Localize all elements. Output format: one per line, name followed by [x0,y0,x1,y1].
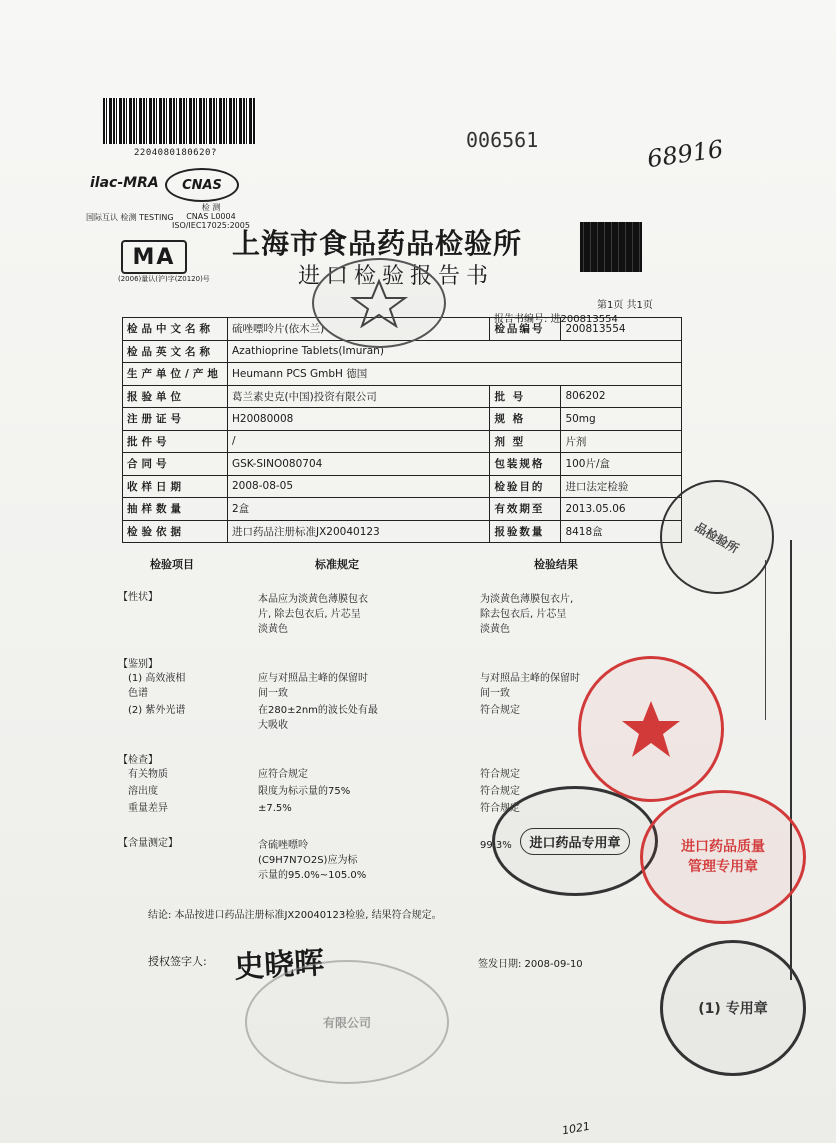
info-value: 2008-08-05 [228,475,490,498]
result-standard: 含硫唑嘌呤 (C9H7N7O2S)应为标 示量的95.0%~105.0% [258,840,367,881]
info-value: Heumann PCS GmbH 德国 [228,363,682,386]
results-header-result: 检验结果 [534,558,578,571]
info-value-2: 2013.05.06 [561,498,682,521]
info-row [123,475,682,498]
info-value: GSK-SINO080704 [228,453,490,476]
cnas-code: CNAS L0004 [186,212,236,221]
info-value-2: 50mg [561,408,682,431]
info-label: 报验单位 [123,385,228,408]
seal-right-text: 品检验所 [692,519,742,556]
info-label: 检品中文名称 [123,318,228,341]
red-quality-seal [578,656,724,802]
info-value-2: 进口法定检验 [561,475,682,498]
info-label-2: 批 号 [490,385,561,408]
institute-seal-right [660,480,774,594]
info-value-2: 200813554 [561,318,682,341]
result-item: 重量差异 [128,803,168,814]
institute-title: 上海市食品药品检验所 [232,227,523,260]
handwritten-signature: 史晓晖 [233,945,326,986]
barcode-graphic [103,98,256,144]
page-info: 第1页 共1页 [597,300,653,311]
cnas-sub-text: 检 测 [201,203,221,212]
info-value: H20080008 [228,408,490,431]
results-section-title: 【性状】 [118,592,158,603]
red-import-seal-text: 进口药品质量 管理专用章 [681,839,765,875]
info-value: 进口药品注册标准JX20040123 [228,520,490,543]
info-row [123,408,682,431]
result-standard: 限度为标示量的75% [258,786,351,797]
document-number: 006561 [466,128,539,152]
cnas-logo: CNAS [165,168,239,202]
info-value-2: 100片/盒 [561,453,682,476]
info-row [123,520,682,543]
info-label: 检品英文名称 [123,340,228,363]
info-value: 2盒 [228,498,490,521]
result-standard: ±7.5% [258,803,292,814]
gsk-seal [492,786,658,896]
results-section-title: 【检查】 [118,755,158,766]
gsk-seal-text: 进口药品专用章 [520,828,629,855]
info-label-2: 报验数量 [490,520,561,543]
info-value-2: 806202 [561,385,682,408]
scan-edge-line-2 [765,560,766,720]
info-label: 注册证号 [123,408,228,431]
scan-edge-line [790,540,792,980]
info-label: 生产单位/产地 [123,363,228,386]
result-standard: 在280±2nm的波长处有最 大吸收 [258,705,378,731]
report-number: 报告书编号: 进200813554 [494,314,618,325]
conclusion: 结论: 本品按进口药品注册标准JX20040123检验, 结果符合规定。 [148,910,442,921]
handwritten-number: 68916 [645,134,725,174]
info-label-2: 检验目的 [490,475,561,498]
cnas-standard: ISO/IEC17025:2005 [172,221,250,230]
report-title: 进口检验报告书 [298,264,495,289]
info-label: 收样日期 [123,475,228,498]
signer-label: 授权签字人: [148,955,207,968]
handwritten-footer-number: 1021 [561,1119,591,1138]
info-value: Azathioprine Tablets(Imuran) [228,340,682,363]
info-value: / [228,430,490,453]
result-item: 溶出度 [128,786,158,797]
result-standard: 应符合规定 [258,769,308,780]
info-row [123,385,682,408]
info-label-2: 剂 型 [490,430,561,453]
info-label: 检验依据 [123,520,228,543]
results-header-standard: 标准规定 [315,558,359,571]
institute-seal [312,258,446,348]
ma-subtitle: (2006)量认(沪)字(Z0120)号 [118,275,210,283]
info-row [123,430,682,453]
sign-date: 签发日期: 2008-09-10 [478,959,583,970]
result-value: 符合规定 [480,705,520,716]
info-label-2: 包装规格 [490,453,561,476]
grey-bottom-seal-text: (1) 专用章 [698,1001,768,1017]
info-label: 合同号 [123,453,228,476]
barcode-number: 2204080180620? [134,148,217,158]
results-header-item: 检验项目 [150,558,194,571]
info-row [123,498,682,521]
info-row [123,453,682,476]
result-value: 符合规定 [480,769,520,780]
redacted-block [580,222,642,272]
grey-faded-seal [245,960,449,1084]
result-item: (1) 高效液相 色谱 [128,673,186,699]
info-table-body [123,318,682,543]
info-value: 硫唑嘌呤片(依木兰) [228,318,490,341]
info-label-2: 规 格 [490,408,561,431]
ilac-subtitle: 国际互认 检测 TESTING [86,213,174,222]
result-item: 有关物质 [128,769,168,780]
info-label: 批件号 [123,430,228,453]
info-value-2: 片剂 [561,430,682,453]
info-table [122,317,682,543]
result-value: 99.3% [480,840,512,851]
red-import-seal [640,790,806,924]
result-value: 与对照品主峰的保留时 间一致 [480,673,580,699]
seal-star-icon [349,278,409,328]
grey-bottom-seal [660,940,806,1076]
results-section-title: 【含量测定】 [118,838,178,849]
result-value: 为淡黄色薄膜包衣片, 除去包衣后, 片芯呈 淡黄色 [480,594,574,635]
ilac-mra-logo: ilac-MRA [90,175,159,191]
result-value: 符合规定 [480,803,520,814]
grey-faded-seal-text: 有限公司 [322,1015,371,1030]
info-label: 抽样数量 [123,498,228,521]
info-row [123,363,682,386]
info-label-2: 检品编号 [490,318,561,341]
info-value-2: 8418盒 [561,520,682,543]
results-section-title: 【鉴别】 [118,659,158,670]
result-value: 符合规定 [480,786,520,797]
info-label-2: 有效期至 [490,498,561,521]
red-seal-star-icon [620,699,682,759]
info-value: 葛兰素史克(中国)投资有限公司 [228,385,490,408]
ma-logo: MA [121,240,187,274]
result-item: (2) 紫外光谱 [128,705,186,716]
result-standard: 应与对照品主峰的保留时 间一致 [258,673,368,699]
result-standard: 本品应为淡黄色薄膜包衣 片, 除去包衣后, 片芯呈 淡黄色 [258,594,368,635]
